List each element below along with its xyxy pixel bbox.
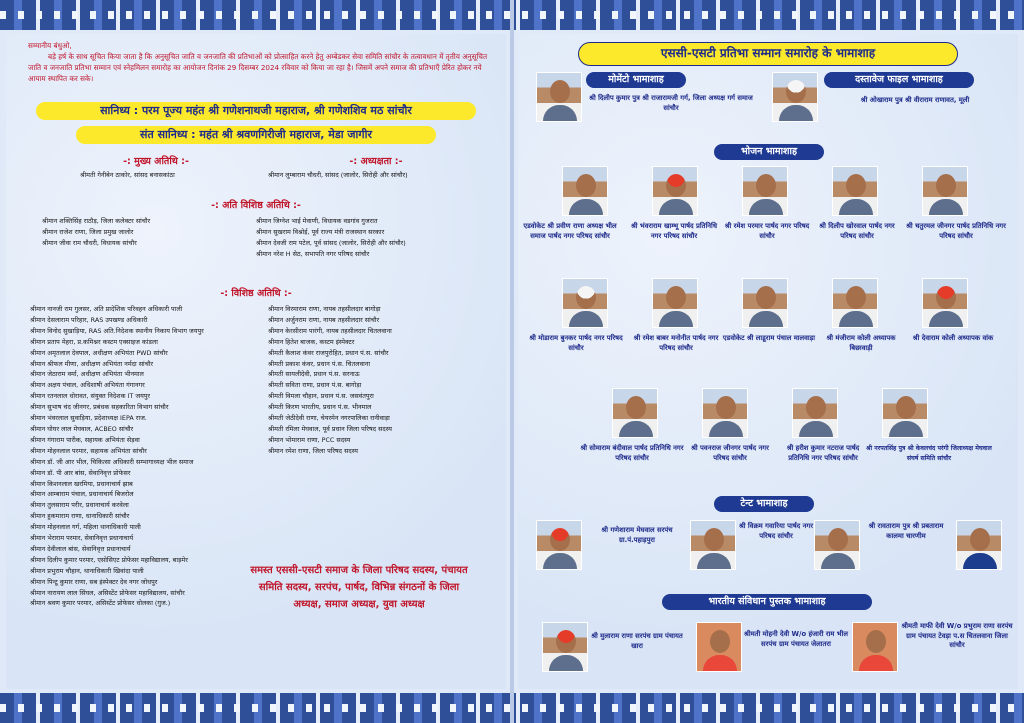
vishisht-item: श्रीमान मोहनलाल परमार, सहायक अभियंता सांचौर	[30, 446, 147, 455]
donor-photo	[742, 278, 788, 328]
donor-photo	[792, 388, 838, 438]
vishisht-item: श्रीमती जेठीदेवी राणा, चेयरमेन नगरपालिका रानीवाड़ा	[268, 414, 390, 423]
donor-photo	[612, 388, 658, 438]
ati-vishisht-item: श्रीमान शक्तिसिंह राठौड़, जिला कलेक्टर सांचौर	[42, 217, 151, 225]
bhojan-section-label: भोजन भामाशाह	[714, 144, 824, 160]
vishisht-item: श्रीमान पिन्टू कुमार राणा, सब इंस्पेक्टर देव नगर जोधपुर	[30, 577, 158, 586]
vishisht-item: श्रीमान प्रताप मेहरा, प्र.कमिश्नर कस्टम एक्साइज कांडला	[30, 337, 158, 346]
samvidhan-caption: श्रीमती माफी देवी W/o प्रभुराम राणा सरपंच ग्राम पंचायत टेवड़ा प.स चितलवाना जिला सांचौर	[901, 622, 1013, 649]
bhojan-caption: श्री मंजीराम कोली अध्यापक बिछावाड़ी	[826, 334, 896, 352]
invitation-body: बड़े हर्ष के साथ सूचित किया जाता है कि अनुसूचित जाति व जनजाति की प्रतिभाओं को प्रोत्साहित करने हेतु अम्बेडकर सेवा समिति सांचौर के तत्वावधान में तृतीय अनुसूचित जाति व जनजाति प्रतिभा सम्मान एवं स्नेहमिलन समारोह का आयोजन दिनांक 29 दिसम्बर 2024 रविवार को किया जा रहा है। जिसमें अपने समाज की प्रतिभाएँ प्रेरित होकर नये आयाम स्थापित कर सके।	[28, 52, 488, 83]
vishisht-item: श्रीमान देवीलाल बांस, सेवानिवृत्त प्रधानाचार्य	[30, 544, 131, 553]
bhojan-caption: एडवोकेट श्री प्रवीण राणा अध्यक्ष भील समाज पार्षद नगर परिषद सांचौर	[523, 222, 617, 240]
samvidhan-caption: श्री मुलाराम राणा सरपंच ग्राम पंचायत खारा	[591, 632, 683, 650]
ati-vishisht-item: श्रीमान जीवा राम चौधरी, विधायक सांचौर	[42, 238, 137, 247]
vishisht-item: श्रीमान जेठाराम वर्मा, अधीक्षण अभियंता भीनमाल	[30, 370, 144, 379]
samvidhan-caption: श्रीमती मोहनी देवी W/o हंजारी राम भील सरपंच ग्राम पंचायत जेलातरा	[744, 630, 848, 648]
donor-photo	[562, 166, 608, 216]
file-section-label: दस्तावेज फाइल भामाशाह	[824, 72, 974, 88]
vishisht-item: श्रीमान मोहनलाल गर्ग, महिला थानाधिकारी पाली	[30, 523, 141, 532]
vishisht-item: श्रीमान आम्बाराम पंचाल, प्रधानाचार्य बिजरोल	[30, 490, 134, 499]
vishisht-item: श्रीमान हितेश बाजक, कस्टम इंस्पेक्टर	[268, 337, 355, 346]
mukhya-atithi-heading: -: मुख्य अतिथि :-	[123, 156, 189, 167]
vishisht-item: श्रीमान तुलसाराम परीर, प्रधानाचार्य करवेला	[30, 501, 129, 510]
bhojan-caption: श्री मोडाराम बुनकर पार्षद नगर परिषद सांचौर	[529, 334, 623, 352]
donor-photo	[652, 166, 698, 216]
vishisht-item: श्रीमान डॉ. पी आर बांस, सेवानिवृत्त प्रोफेसर	[30, 468, 131, 477]
donor-photo	[542, 622, 588, 672]
donor-photo	[814, 520, 860, 570]
vishisht-item: श्रीमान श्रवण कुमार परमार, असिस्टेंट प्रोफेसर धोलका (गुज.)	[30, 599, 171, 608]
donor-photo	[562, 278, 608, 328]
bhojan-caption: श्री पवनराज जीनगर पार्षद नगर परिषद सांचौर	[691, 444, 769, 462]
vishisht-list-col1	[30, 304, 260, 609]
bhojan-caption: श्री रमेश बाबर मनोनीत पार्षद नगर परिषद सांचौर	[633, 334, 719, 352]
ati-vishisht-list-left	[42, 216, 252, 249]
momento-section-label: मोमेंटो भामाशाह	[586, 72, 686, 88]
bhojan-caption: एडवोकेट श्री लाडूराम पंचाल मालवाड़ा	[722, 334, 816, 342]
donor-photo	[536, 520, 582, 570]
bhojan-caption: श्री हरीश कुमार नटराज पार्षद प्रतिनिधि नगर परिषद सांचौर	[786, 444, 860, 462]
vishisht-item: श्रीमान विरमाराम राणा, नायब तहसीलदार बागोड़ा	[268, 305, 381, 313]
bhojan-caption: श्री भंवराराम खाम्भू पार्षद प्रतिनिधि नगर परिषद सांचौर	[630, 222, 717, 240]
vishisht-item: श्रीमान श्रीफल मीणा, अधीक्षण अभियंता नर्मदा सांचौर	[30, 359, 154, 368]
vishisht-item: श्रीमती कैलाश कंवर राजपुरोहित, प्रधान पं.स. सांचौर	[268, 348, 389, 357]
vishisht-item: श्रीमती सायलीदेवी, प्रधान पं.स. सरनाऊ	[268, 370, 360, 379]
vishisht-item: श्रीमान देसलाराम परिहार, RAS उपखण्ड अधिकारी	[30, 315, 148, 324]
donor-photo	[922, 166, 968, 216]
bhamashah-title: एससी-एसटी प्रतिभा सम्मान समारोह के भामाशाह	[578, 42, 958, 66]
donor-photo	[832, 278, 878, 328]
vishisht-item: श्रीमान भोमाराम राणा, PCC सदस्य	[268, 435, 351, 444]
vishisht-item: श्रीमती प्रकाश कंवर, प्रधान पं.स. चितलवाना	[268, 359, 370, 368]
bhojan-caption: श्री चतुरमल जीनगर पार्षद प्रतिनिधि नगर परिषद सांचौर	[906, 222, 1006, 240]
ambedkar-portrait	[956, 520, 1002, 570]
donor-photo	[690, 520, 736, 570]
vishisht-item: श्रीमान अर्जुनराम राणा, नायब तहसीलदार सांचौर	[268, 315, 380, 324]
ati-vishisht-item: श्रीमान नरेश H सेठ, सभापति नगर परिषद सांचौर	[256, 249, 370, 258]
ati-vishisht-heading: -: अति विशिष्ठ अतिथि :-	[211, 200, 301, 211]
vishisht-item: श्रीमान दिलीप कुमार परमार, एसोसिएट प्रोफेसर महाविद्यालय, बाड़मेर	[30, 555, 188, 564]
donor-photo	[742, 166, 788, 216]
vishisht-item: श्रीमती विमला चौहान, प्रधान पं.स. जसवंतपुरा	[268, 392, 374, 401]
ati-vishisht-item: श्रीमान जिग्नेश भाई मेवाणी, विधायक वडगांव गुजरात	[256, 217, 378, 225]
file-donor-caption: श्री ओखाराम पुत्र श्री वीराराम राणावत, मूली	[860, 96, 970, 104]
donor-photo	[652, 278, 698, 328]
bhojan-caption: श्री सोमाराम बंदीवाल पार्षद प्रतिनिधि नगर परिषद सांचौर	[580, 444, 684, 462]
community-message: समस्त एससी-एसटी समाज के जिला परिषद सदस्य, पंचायत समिति सदस्य, सरपंच, पार्षद, विभिन्न संगठनों के जिला अध्यक्ष, समाज अध्यक्ष, युवा अध्यक्ष	[250, 565, 468, 610]
momento-donor-caption: श्री दिलीप कुमार पुत्र श्री राजारामजी गर्ग, जिला अध्यक्ष गर्ग समाज सांचौर	[589, 94, 753, 112]
donor-photo	[882, 388, 928, 438]
bhojan-caption: श्री रमेश परमार पार्षद नगर परिषद सांचौर	[724, 222, 810, 240]
vishisht-item: श्रीमान रतनलाल धोरावत, संयुक्त निदेशक IT जयपुर	[30, 392, 151, 401]
right-page	[518, 34, 1018, 689]
donor-photo	[852, 622, 898, 672]
vishisht-item: श्रीमान प्रभुराम चौहान, थानाधिकारी खिवांदा पाली	[30, 566, 144, 575]
momento-donor-photo	[536, 72, 582, 122]
donor-photo	[696, 622, 742, 672]
vishisht-item: श्रीमती रमिला मेघवाल, पूर्व प्रधान जिला परिषद सदस्य	[268, 424, 392, 433]
vishisht-item: श्रीमान डॉ. जी आर भील, चिकित्सा अधिकारी सम्भागाध्यक्ष भील समाज	[30, 457, 194, 466]
vishisht-item: श्रीमान भंवरलाल सुवाड़िया, प्रदेशाध्यक्ष IEPA राज.	[30, 414, 147, 423]
vishisht-item: श्रीमान किशनलाल खरमिया, प्रधानाचार्य झाब	[30, 479, 133, 488]
donor-photo	[922, 278, 968, 328]
donor-photo	[832, 166, 878, 216]
vishisht-item: श्रीमान केरसीराम पारंगी, नायब तहसीलदार चितलवाना	[268, 326, 392, 335]
vishisht-item: श्रीमती किरण भारतीय, प्रधान पं.स. भीनमाल	[268, 403, 372, 412]
tent-section-label: टेन्ट भामाशाह	[714, 496, 814, 512]
file-donor-photo	[772, 72, 818, 122]
ati-vishisht-item: श्रीमान सुखराम विश्नोई, पूर्व राज्य मंत्री राजस्थान सरकार	[256, 227, 385, 236]
vishisht-list-col2	[268, 304, 498, 457]
tent-caption: श्री रावताराम पुत्र श्री प्रबताराम कालमा चारणीम	[868, 522, 944, 540]
page-fold	[510, 0, 514, 723]
vishisht-item: श्रीमान घोघर लाल मेघवाल, ACBEO सांचौर	[30, 424, 134, 433]
invitation-text	[28, 40, 498, 84]
saanidhya-banner: सानिध्य : परम पूज्य महंत श्री गणेशनाथजी महाराज, श्री गणेशशिव मठ सांचौर	[36, 102, 476, 120]
invitation-greeting: सम्मानीय बंधुओ,	[28, 41, 72, 50]
vishisht-item: श्रीमती सविता राणा, प्रधान पं.स. बागोड़ा	[268, 381, 362, 390]
vishisht-item: श्रीमान भेराराम परमार, सेवानिवृत्त प्रधानाचार्य	[30, 534, 134, 543]
ati-vishisht-item: श्रीमान देवजी राम पटेल, पूर्व सांसद (जालोर, सिरोही और सांचौर)	[256, 238, 406, 247]
bhojan-caption: श्री नरपतसिंह पुत्र श्री केवलचंद परंगी जिलाध्यक्ष मेघवाल संघर्ष समिति सांचौर	[866, 445, 992, 462]
samvidhan-section-label: भारतीय संविधान पुस्तक भामाशाह	[662, 594, 872, 610]
vishisht-item: श्रीमान अक्षय पंचाल, अधिशाषी अभियंता गंगानगर	[30, 381, 145, 390]
adhyakshata-name: श्रीमान लुम्बाराम चौधरी, सांसद (जालोर, सिरोही और सांचौर)	[268, 171, 408, 179]
left-page	[6, 34, 506, 689]
bhojan-caption: श्री दिलीप खोरवाल पार्षद नगर परिषद सांचौर	[819, 222, 895, 240]
vishisht-heading: -: विशिष्ठ अतिथि :-	[220, 288, 292, 299]
tent-caption: श्री गणेशाराम मेघवाल सरपंच ग्रा.पं.पहाड़पुरा	[601, 526, 673, 544]
ati-vishisht-item: श्रीमान राजेश राणा, जिला प्रमुख जालोर	[42, 227, 134, 236]
vishisht-item: श्रीमान विनोद सुखाड़िया, RAS अति.निदेशक स्थानीय निकाय विभाग जयपुर	[30, 326, 204, 335]
vishisht-item: श्रीमान रमेश राणा, जिला परिषद सदस्य	[268, 446, 358, 455]
ati-vishisht-list-right	[256, 216, 496, 260]
vishisht-item: श्रीमान नानजी राम गुलसर, अति प्रादेशिक परिवहन अधिकारी पाली	[30, 305, 183, 313]
tent-caption: श्री विक्रम गवारिया पार्षद नगर परिषद सांचौर	[738, 522, 813, 540]
vishisht-item: श्रीमान नारायण लाल सिंघल, असिस्टेंट प्रोफेसर महाविद्यालय, सांचौर	[30, 588, 185, 597]
adhyakshata-heading: -: अध्यक्षता :-	[349, 156, 403, 167]
mukhya-atithi-name: श्रीमती गेनीबेन ठाकोर, सांसद बनासकांठा	[80, 171, 175, 179]
vishisht-item: श्रीमान हुकमाराम राणा, धानाधिकारी सांचौर	[30, 512, 130, 521]
vishisht-item: श्रीमान अमृतलाल देवपाल, अधीक्षण अभियंता PWD सांचौर	[30, 348, 168, 357]
sant-saanidhya-banner: संत सानिध्य : महंत श्री श्रवणगिरीजी महाराज, मेडा जागीर	[76, 126, 436, 144]
vishisht-item: श्रीमान सुभाष चंद जीनगर, प्रबंधक सहकारिता विभाग सांचौर	[30, 403, 169, 412]
bhojan-caption: श्री देवाराम कोली अध्यापक वांक	[912, 334, 994, 342]
vishisht-item: श्रीमान गंगाराम पारीक, सहायक अभियंता सेड़वा	[30, 435, 140, 444]
donor-photo	[702, 388, 748, 438]
